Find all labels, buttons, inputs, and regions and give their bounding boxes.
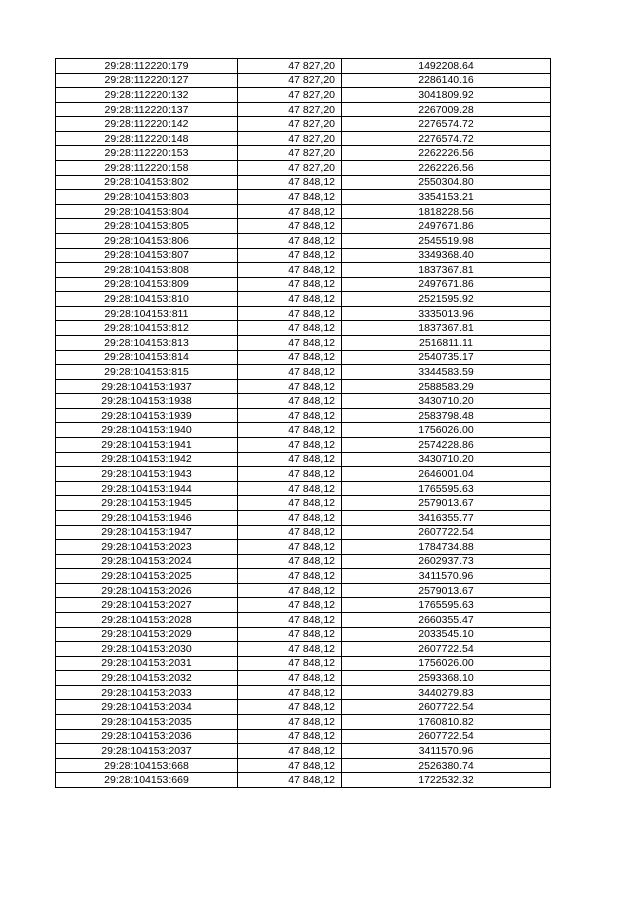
value-cell: 2574228.86 [342,438,551,453]
cadastral-number-cell: 29:28:104153:669 [56,773,238,788]
area-cell: 47 848,12 [238,204,342,219]
table-row [56,350,551,365]
value-cell: 2276574.72 [342,117,551,132]
area-cell: 47 848,12 [238,263,342,278]
value-cell: 1818228.56 [342,204,551,219]
value-cell: 2540735.17 [342,350,551,365]
area-cell: 47 827,20 [238,161,342,176]
cadastral-number-cell: 29:28:104153:1946 [56,510,238,525]
cadastral-number-cell: 29:28:104153:1940 [56,423,238,438]
table-row [56,700,551,715]
cadastral-number-cell: 29:28:112220:137 [56,102,238,117]
value-cell: 3430710.20 [342,394,551,409]
table-row [56,117,551,132]
value-cell: 1492208.64 [342,59,551,74]
table-row [56,204,551,219]
cadastral-number-cell: 29:28:104153:808 [56,263,238,278]
cadastral-number-cell: 29:28:104153:1945 [56,496,238,511]
table-row [56,583,551,598]
table-row [56,59,551,74]
cadastral-number-cell: 29:28:104153:2036 [56,729,238,744]
value-cell: 1784734.88 [342,540,551,555]
table-row [56,758,551,773]
value-cell: 1765595.63 [342,481,551,496]
value-cell: 2593368.10 [342,671,551,686]
table-row [56,452,551,467]
area-cell: 47 848,12 [238,175,342,190]
value-cell: 3440279.83 [342,685,551,700]
cadastral-number-cell: 29:28:104153:2032 [56,671,238,686]
table-row [56,715,551,730]
table-row [56,481,551,496]
value-cell: 2262226.56 [342,146,551,161]
value-cell: 3344583.59 [342,365,551,380]
cadastral-number-cell: 29:28:104153:2028 [56,612,238,627]
table-row [56,277,551,292]
table-row [56,146,551,161]
area-cell: 47 848,12 [238,510,342,525]
value-cell: 2497671.86 [342,219,551,234]
cadastral-number-cell: 29:28:104153:1938 [56,394,238,409]
cadastral-number-cell: 29:28:104153:805 [56,219,238,234]
value-cell: 2497671.86 [342,277,551,292]
cadastral-number-cell: 29:28:104153:811 [56,306,238,321]
cadastral-number-cell: 29:28:104153:802 [56,175,238,190]
value-cell: 2276574.72 [342,131,551,146]
table-row [56,438,551,453]
table-row [56,627,551,642]
value-cell: 2033545.10 [342,627,551,642]
value-cell: 3430710.20 [342,452,551,467]
value-cell: 1722532.32 [342,773,551,788]
area-cell: 47 848,12 [238,627,342,642]
cadastral-number-cell: 29:28:104153:1943 [56,467,238,482]
value-cell: 1760810.82 [342,715,551,730]
value-cell: 1756026.00 [342,656,551,671]
value-cell: 2267009.28 [342,102,551,117]
cadastral-number-cell: 29:28:112220:132 [56,88,238,103]
area-cell: 47 848,12 [238,379,342,394]
cadastral-number-cell: 29:28:104153:2027 [56,598,238,613]
area-cell: 47 848,12 [238,481,342,496]
area-cell: 47 827,20 [238,131,342,146]
value-cell: 3041809.92 [342,88,551,103]
value-cell: 2583798.48 [342,408,551,423]
area-cell: 47 827,20 [238,59,342,74]
value-cell: 1765595.63 [342,598,551,613]
area-cell: 47 827,20 [238,88,342,103]
cadastral-number-cell: 29:28:104153:668 [56,758,238,773]
table-row [56,394,551,409]
cadastral-number-cell: 29:28:104153:810 [56,292,238,307]
cadastral-number-cell: 29:28:104153:2029 [56,627,238,642]
cadastral-number-cell: 29:28:104153:2024 [56,554,238,569]
table-row [56,292,551,307]
area-cell: 47 848,12 [238,452,342,467]
table-row [56,569,551,584]
table-row [56,73,551,88]
table-row [56,540,551,555]
table-row [56,496,551,511]
area-cell: 47 848,12 [238,219,342,234]
table-row [56,642,551,657]
table-row [56,248,551,263]
cadastral-number-cell: 29:28:104153:1944 [56,481,238,496]
value-cell: 3354153.21 [342,190,551,205]
area-cell: 47 848,12 [238,773,342,788]
area-cell: 47 848,12 [238,423,342,438]
cadastral-number-cell: 29:28:104153:2033 [56,685,238,700]
cadastral-number-cell: 29:28:104153:1942 [56,452,238,467]
table-row [56,161,551,176]
value-cell: 2646001.04 [342,467,551,482]
value-cell: 3335013.96 [342,306,551,321]
area-cell: 47 848,12 [238,729,342,744]
cadastral-number-cell: 29:28:104153:804 [56,204,238,219]
table-row [56,510,551,525]
cadastral-number-cell: 29:28:112220:158 [56,161,238,176]
area-cell: 47 848,12 [238,685,342,700]
cadastral-number-cell: 29:28:112220:148 [56,131,238,146]
value-cell: 2521595.92 [342,292,551,307]
area-cell: 47 848,12 [238,408,342,423]
table-row [56,335,551,350]
table-row [56,379,551,394]
table-row [56,263,551,278]
value-cell: 3411570.96 [342,744,551,759]
cadastral-number-cell: 29:28:104153:815 [56,365,238,380]
value-cell: 3416355.77 [342,510,551,525]
area-cell: 47 848,12 [238,758,342,773]
table-row [56,729,551,744]
cadastral-number-cell: 29:28:104153:1941 [56,438,238,453]
area-cell: 47 848,12 [238,598,342,613]
area-cell: 47 848,12 [238,306,342,321]
value-cell: 2607722.54 [342,642,551,657]
area-cell: 47 848,12 [238,744,342,759]
area-cell: 47 848,12 [238,671,342,686]
table-row [56,321,551,336]
table-row [56,190,551,205]
area-cell: 47 827,20 [238,117,342,132]
table-row [56,685,551,700]
area-cell: 47 848,12 [238,467,342,482]
table-row [56,175,551,190]
cadastral-number-cell: 29:28:104153:1947 [56,525,238,540]
table-row [56,773,551,788]
table-row [56,102,551,117]
table-row [56,233,551,248]
cadastral-number-cell: 29:28:112220:142 [56,117,238,132]
area-cell: 47 848,12 [238,350,342,365]
cadastral-number-cell: 29:28:104153:2025 [56,569,238,584]
table-row [56,525,551,540]
table-row [56,365,551,380]
area-cell: 47 848,12 [238,715,342,730]
area-cell: 47 848,12 [238,190,342,205]
area-cell: 47 827,20 [238,73,342,88]
table-row [56,423,551,438]
value-cell: 1837367.81 [342,321,551,336]
value-cell: 2516811.11 [342,335,551,350]
area-cell: 47 827,20 [238,102,342,117]
cadastral-number-cell: 29:28:112220:153 [56,146,238,161]
area-cell: 47 848,12 [238,540,342,555]
value-cell: 2607722.54 [342,729,551,744]
table-row [56,744,551,759]
table-row [56,656,551,671]
area-cell: 47 848,12 [238,321,342,336]
cadastral-number-cell: 29:28:104153:812 [56,321,238,336]
value-cell: 2607722.54 [342,525,551,540]
table-row [56,408,551,423]
cadastral-number-cell: 29:28:104153:807 [56,248,238,263]
area-cell: 47 848,12 [238,569,342,584]
cadastral-number-cell: 29:28:104153:2034 [56,700,238,715]
area-cell: 47 827,20 [238,146,342,161]
value-cell: 3411570.96 [342,569,551,584]
cadastral-number-cell: 29:28:104153:809 [56,277,238,292]
value-cell: 2262226.56 [342,161,551,176]
area-cell: 47 848,12 [238,394,342,409]
value-cell: 2550304.80 [342,175,551,190]
area-cell: 47 848,12 [238,583,342,598]
value-cell: 2660355.47 [342,612,551,627]
table-row [56,467,551,482]
value-cell: 2579013.67 [342,583,551,598]
value-cell: 1837367.81 [342,263,551,278]
cadastral-number-cell: 29:28:104153:2031 [56,656,238,671]
cadastral-number-cell: 29:28:104153:2037 [56,744,238,759]
area-cell: 47 848,12 [238,700,342,715]
table-row [56,671,551,686]
value-cell: 2545519.98 [342,233,551,248]
data-table [55,58,551,788]
area-cell: 47 848,12 [238,292,342,307]
area-cell: 47 848,12 [238,656,342,671]
area-cell: 47 848,12 [238,335,342,350]
area-cell: 47 848,12 [238,233,342,248]
table-row [56,598,551,613]
cadastral-number-cell: 29:28:112220:179 [56,59,238,74]
area-cell: 47 848,12 [238,525,342,540]
table-row [56,88,551,103]
cadastral-number-cell: 29:28:104153:803 [56,190,238,205]
cadastral-number-cell: 29:28:104153:2030 [56,642,238,657]
cadastral-number-cell: 29:28:104153:2023 [56,540,238,555]
area-cell: 47 848,12 [238,612,342,627]
table-row [56,612,551,627]
area-cell: 47 848,12 [238,365,342,380]
cadastral-number-cell: 29:28:104153:2026 [56,583,238,598]
area-cell: 47 848,12 [238,642,342,657]
value-cell: 2579013.67 [342,496,551,511]
area-cell: 47 848,12 [238,496,342,511]
cadastral-number-cell: 29:28:112220:127 [56,73,238,88]
table-row [56,306,551,321]
area-cell: 47 848,12 [238,554,342,569]
cadastral-number-cell: 29:28:104153:2035 [56,715,238,730]
value-cell: 2588583.29 [342,379,551,394]
area-cell: 47 848,12 [238,277,342,292]
value-cell: 1756026.00 [342,423,551,438]
table-row [56,219,551,234]
cadastral-number-cell: 29:28:104153:1939 [56,408,238,423]
area-cell: 47 848,12 [238,438,342,453]
cadastral-number-cell: 29:28:104153:806 [56,233,238,248]
value-cell: 2286140.16 [342,73,551,88]
data-table-body [56,59,551,788]
cadastral-number-cell: 29:28:104153:813 [56,335,238,350]
table-row [56,131,551,146]
table-row [56,554,551,569]
value-cell: 3349368.40 [342,248,551,263]
area-cell: 47 848,12 [238,248,342,263]
cadastral-number-cell: 29:28:104153:814 [56,350,238,365]
value-cell: 2602937.73 [342,554,551,569]
cadastral-number-cell: 29:28:104153:1937 [56,379,238,394]
value-cell: 2526380.74 [342,758,551,773]
value-cell: 2607722.54 [342,700,551,715]
